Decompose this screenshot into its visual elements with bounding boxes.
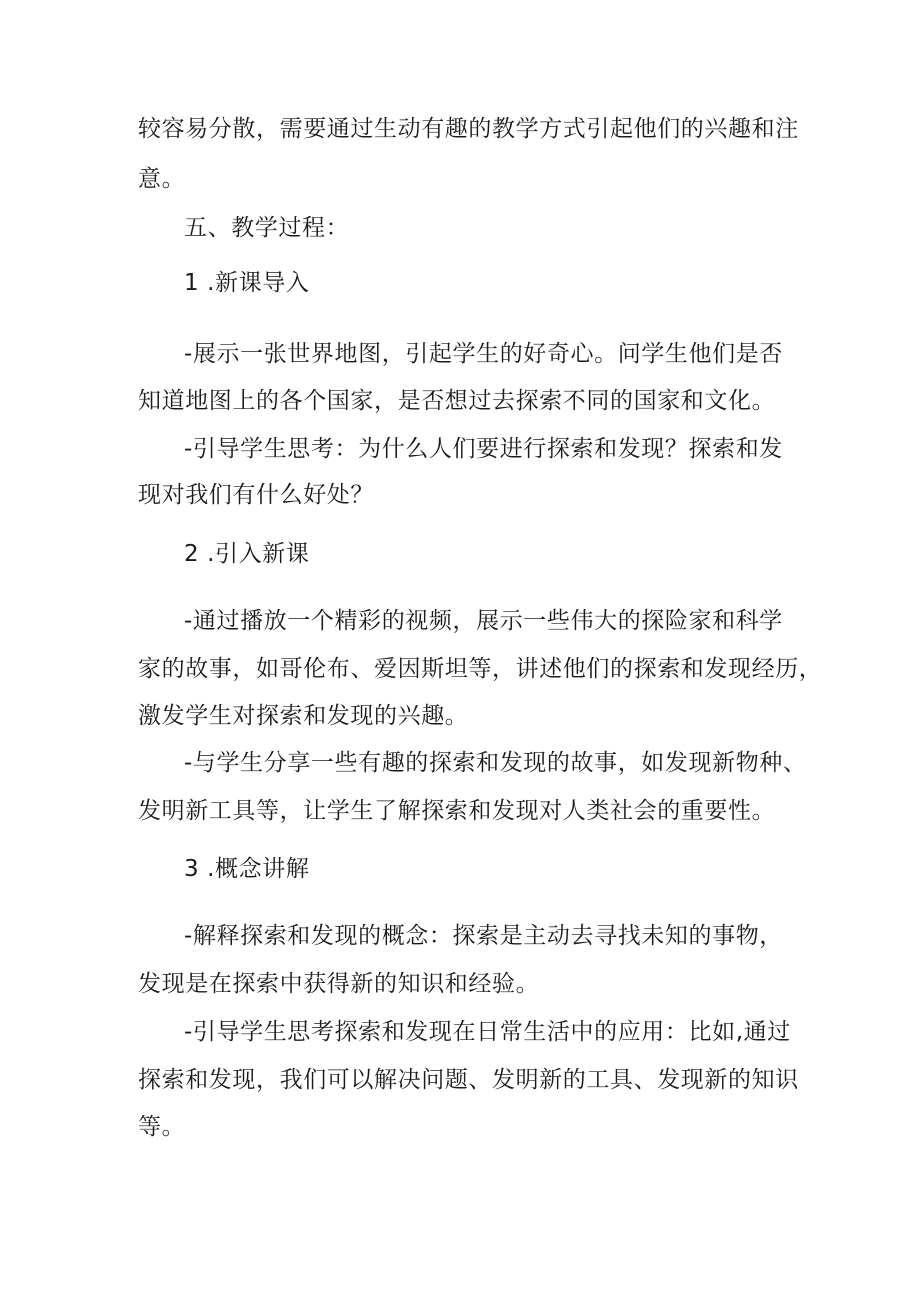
step-3-para-2-line-3: 等。 [138,1114,186,1140]
step-2-para-1-line-3: 激发学生对探索和发现的兴趣。 [138,703,469,729]
step-3-para-1-line-1: -解释探索和发现的概念：探索是主动去寻找未知的事物， [184,923,783,949]
step-2-para-2-line-2: 发明新工具等，让学生了解探索和发现对人类社会的重要性。 [138,798,776,824]
intro-line-1: 较容易分散，需要通过生动有趣的教学方式引起他们的兴趣和注 [138,116,799,142]
section-heading: 五、教学过程： [184,215,350,241]
step-2-para-1-line-1: -通过播放一个精彩的视频，展示一些伟大的探险家和科学 [184,608,783,634]
step-3-para-2-line-1: -引导学生思考探索和发现在日常生活中的应用：比如,通过 [184,1019,791,1045]
step-3-heading: 3 .概念讲解 [184,856,310,882]
step-1-para-2-line-1: -引导学生思考：为什么人们要进行探索和发现？探索和发 [184,436,783,462]
step-2-para-1-line-2: 家的故事，如哥伦布、爱因斯坦等，讲述他们的探索和发现经历， [138,656,823,682]
step-2-heading: 2 .引入新课 [184,541,310,567]
step-3-para-1-line-2: 发现是在探索中获得新的知识和经验。 [138,971,540,997]
step-3-para-2-line-2: 探索和发现，我们可以解决问题、发明新的工具、发现新的知识 [138,1067,799,1093]
step-1-para-1-line-2: 知道地图上的各个国家，是否想过去探索不同的国家和文化。 [138,388,776,414]
step-1-heading: 1 .新课导入 [184,270,310,296]
step-1-para-1-line-1: -展示一张世界地图，引起学生的好奇心。问学生他们是否 [184,341,783,367]
intro-line-2: 意。 [138,166,186,192]
step-2-para-2-line-1: -与学生分享一些有趣的探索和发现的故事，如发现新物种、 [184,750,807,776]
step-1-para-2-line-2: 现对我们有什么好处？ [138,482,374,508]
